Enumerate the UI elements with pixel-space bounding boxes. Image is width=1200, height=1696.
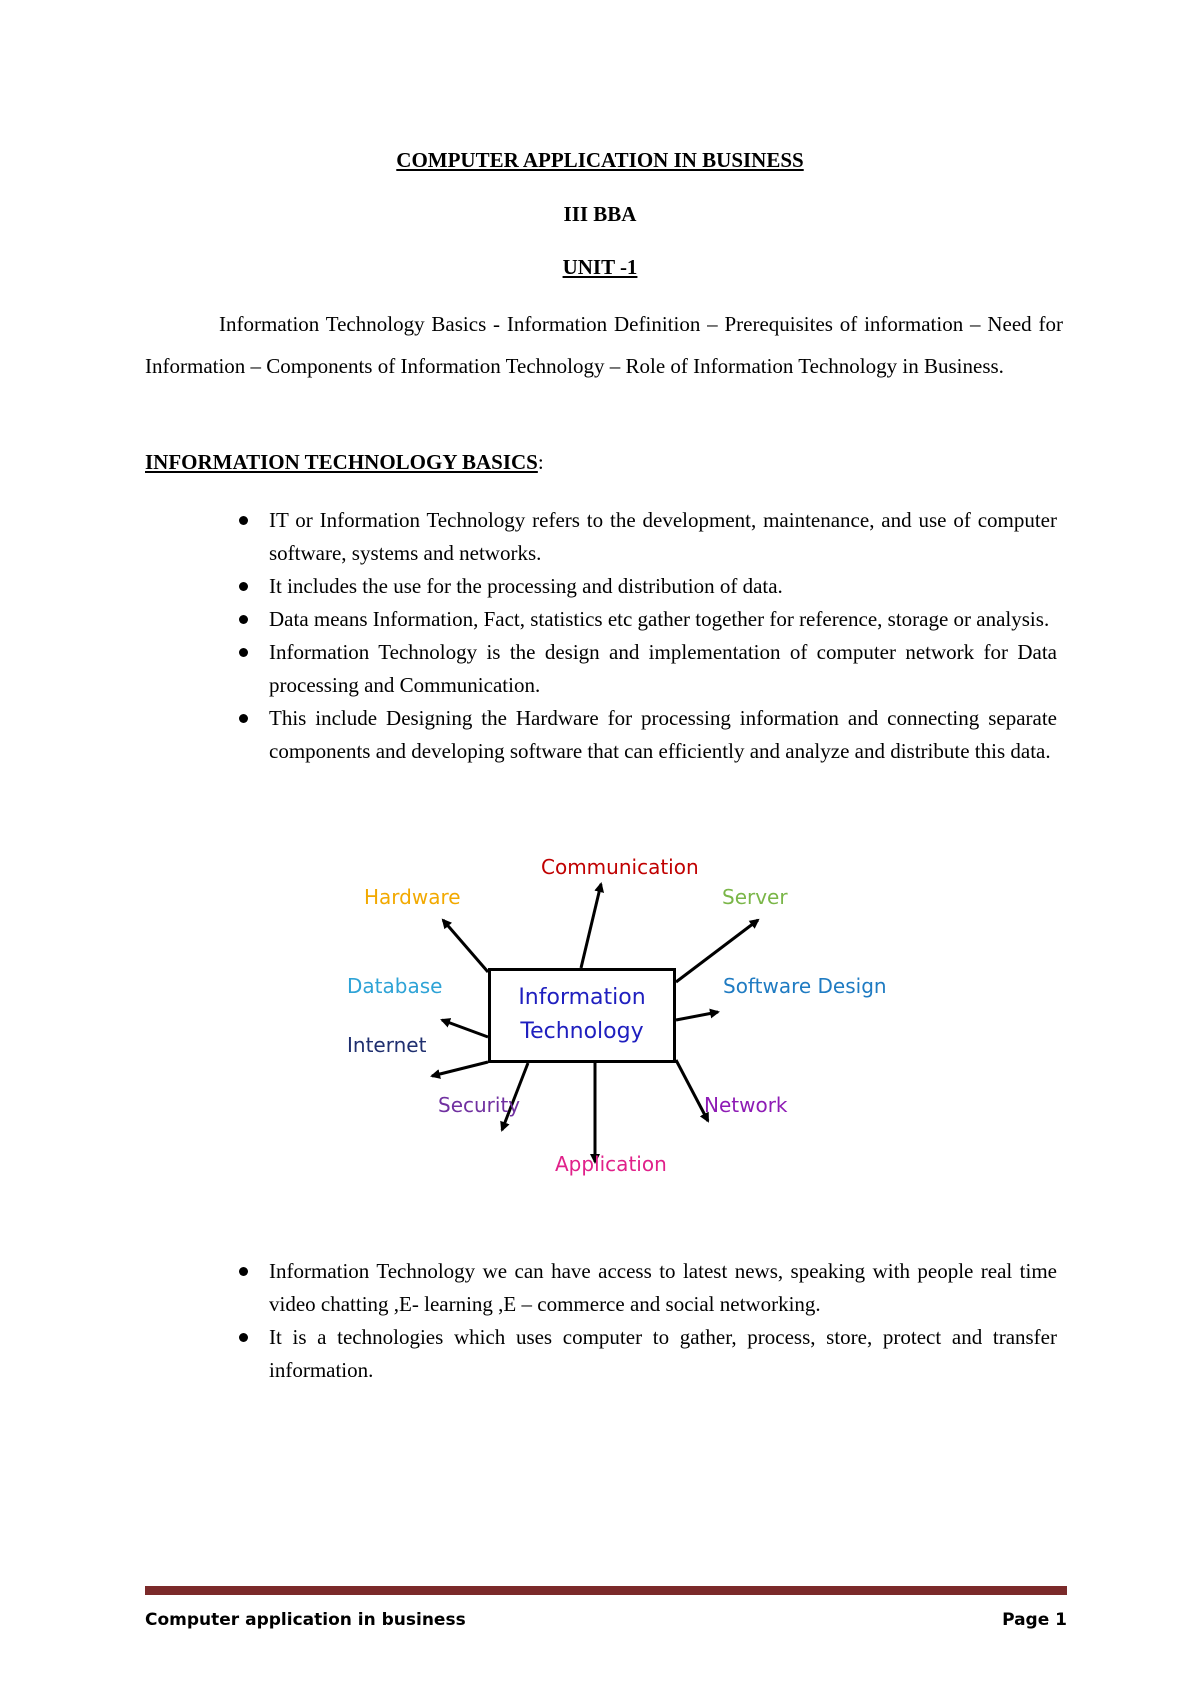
list-item: IT or Information Technology refers to the development, maintenance, and use of computer software, systems and networks. xyxy=(235,504,1057,570)
list-item: Information Technology is the design and implementation of computer network for Data processing and Communication. xyxy=(235,636,1057,702)
bullet-list-basics xyxy=(235,504,1057,768)
bullet-list-uses xyxy=(235,1255,1057,1387)
center-node-information-technology xyxy=(488,968,676,1063)
node-network: Network xyxy=(704,1093,788,1117)
footer-divider xyxy=(145,1586,1067,1595)
list-item: It is a technologies which uses computer to gather, process, store, protect and transfer information. xyxy=(235,1321,1057,1387)
arrow-internet xyxy=(432,1062,488,1076)
node-communication: Communication xyxy=(541,855,699,879)
arrow-server xyxy=(676,920,758,982)
section-heading xyxy=(145,450,544,475)
list-item: Information Technology we can have access to latest news, speaking with people real time video chatting ,E- learning ,E – commerce and social networking. xyxy=(235,1255,1057,1321)
list-item: It includes the use for the processing and distribution of data. xyxy=(235,570,1057,603)
node-software-design: Software Design xyxy=(723,974,887,998)
node-internet: Internet xyxy=(347,1033,427,1057)
arrow-communication xyxy=(581,884,601,968)
node-application: Application xyxy=(555,1152,667,1176)
node-hardware: Hardware xyxy=(364,885,461,909)
unit-syllabus-paragraph: Information Technology Basics - Information Definition – Prerequisites of information – Need for Information – Components of Information Technology – Role of Information Technology in Business. xyxy=(145,312,1063,378)
node-server: Server xyxy=(722,885,788,909)
list-item: This include Designing the Hardware for processing information and connecting separate components and developing software that can efficiently and analyze and distribute this data. xyxy=(235,702,1057,768)
unit-label: UNIT -1 xyxy=(562,255,638,279)
node-security: Security xyxy=(438,1093,521,1117)
list-item: Data means Information, Fact, statistics etc gather together for reference, storage or analysis. xyxy=(235,603,1057,636)
node-database: Database xyxy=(347,974,443,998)
section-heading-text: INFORMATION TECHNOLOGY BASICS xyxy=(145,450,538,474)
center-node-line1: Information xyxy=(518,985,646,1010)
it-components-diagram xyxy=(0,855,1200,1220)
class-label: III BBA xyxy=(563,202,637,226)
arrow-hardware xyxy=(443,920,488,972)
arrow-database xyxy=(442,1020,488,1037)
arrow-software-design xyxy=(676,1012,718,1020)
section-heading-colon: : xyxy=(537,450,544,474)
center-node-line2: Technology xyxy=(520,1019,644,1044)
footer-title: Computer application in business xyxy=(145,1610,466,1630)
document-title: COMPUTER APPLICATION IN BUSINESS xyxy=(396,148,804,172)
page-number: Page 1 xyxy=(1002,1610,1067,1630)
